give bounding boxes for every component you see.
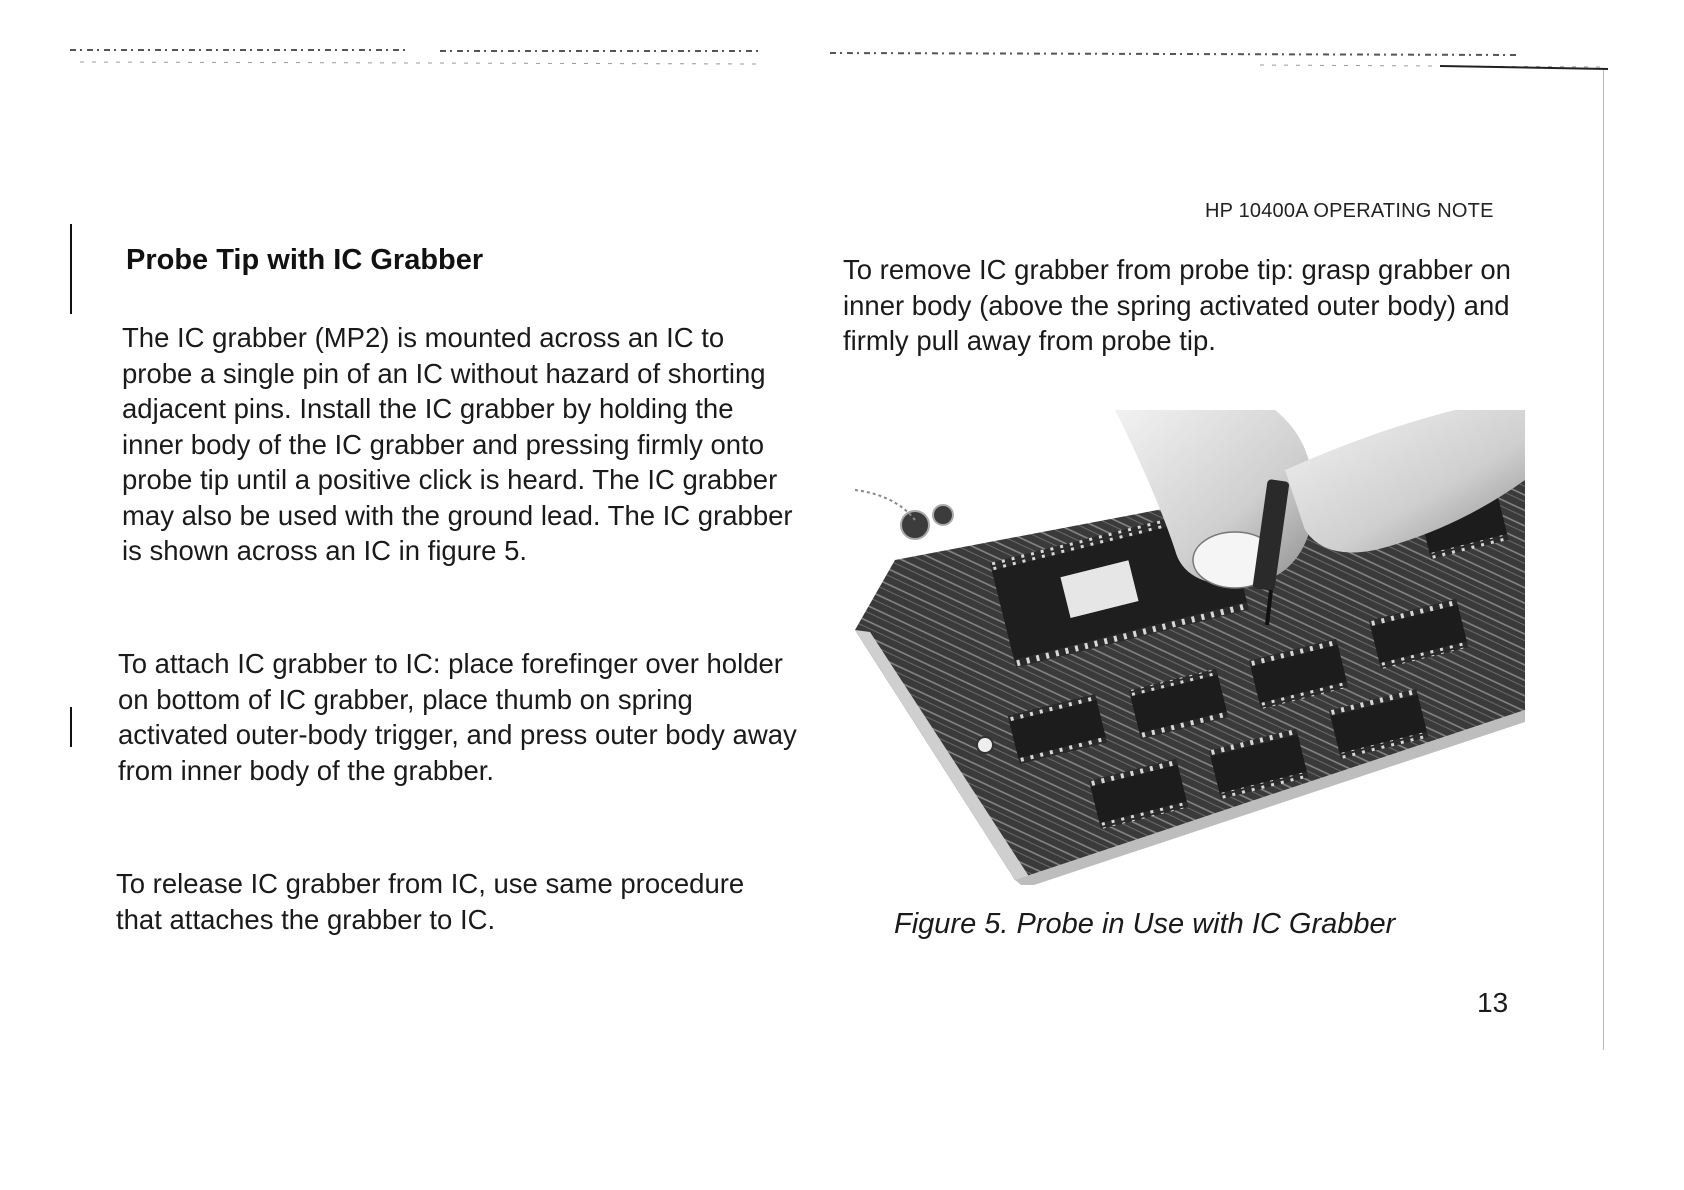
body-paragraph: To attach IC grabber to IC: place forefinger over holder on bottom of IC grabber, place thumb on spring activated outer-body trigger, and press outer body away from inner body of the grabber. <box>118 648 797 786</box>
body-paragraph: To release IC grabber from IC, use same procedure that attaches the grabber to IC. <box>116 868 745 935</box>
running-header: HP 10400A OPERATING NOTE <box>1205 200 1494 222</box>
scan-artifact-top <box>60 40 1620 80</box>
change-bar <box>70 707 72 747</box>
page-edge-line <box>1603 70 1604 1050</box>
figure-caption: Figure 5. Probe in Use with IC Grabber <box>894 908 1396 940</box>
change-bar <box>70 224 72 314</box>
page-number: 13 <box>1477 987 1509 1018</box>
section-title: Probe Tip with IC Grabber <box>126 244 484 276</box>
body-paragraph: The IC grabber (MP2) is mounted across an IC to probe a single pin of an IC without hazard of shorting adjacent pins. Install the IC grabber by holding the inner body of the IC grabber and pressing firmly onto probe tip until a positive click is heard. The IC grabber may also be used with the ground lead. The IC grabber is shown across an IC in figure 5. <box>122 322 793 566</box>
body-paragraph: To remove IC grabber from probe tip: grasp grabber on inner body (above the spring activated outer body) and firmly pull away from probe tip. <box>843 254 1511 356</box>
figure-photo-probe-on-circuit-board <box>855 410 1525 885</box>
